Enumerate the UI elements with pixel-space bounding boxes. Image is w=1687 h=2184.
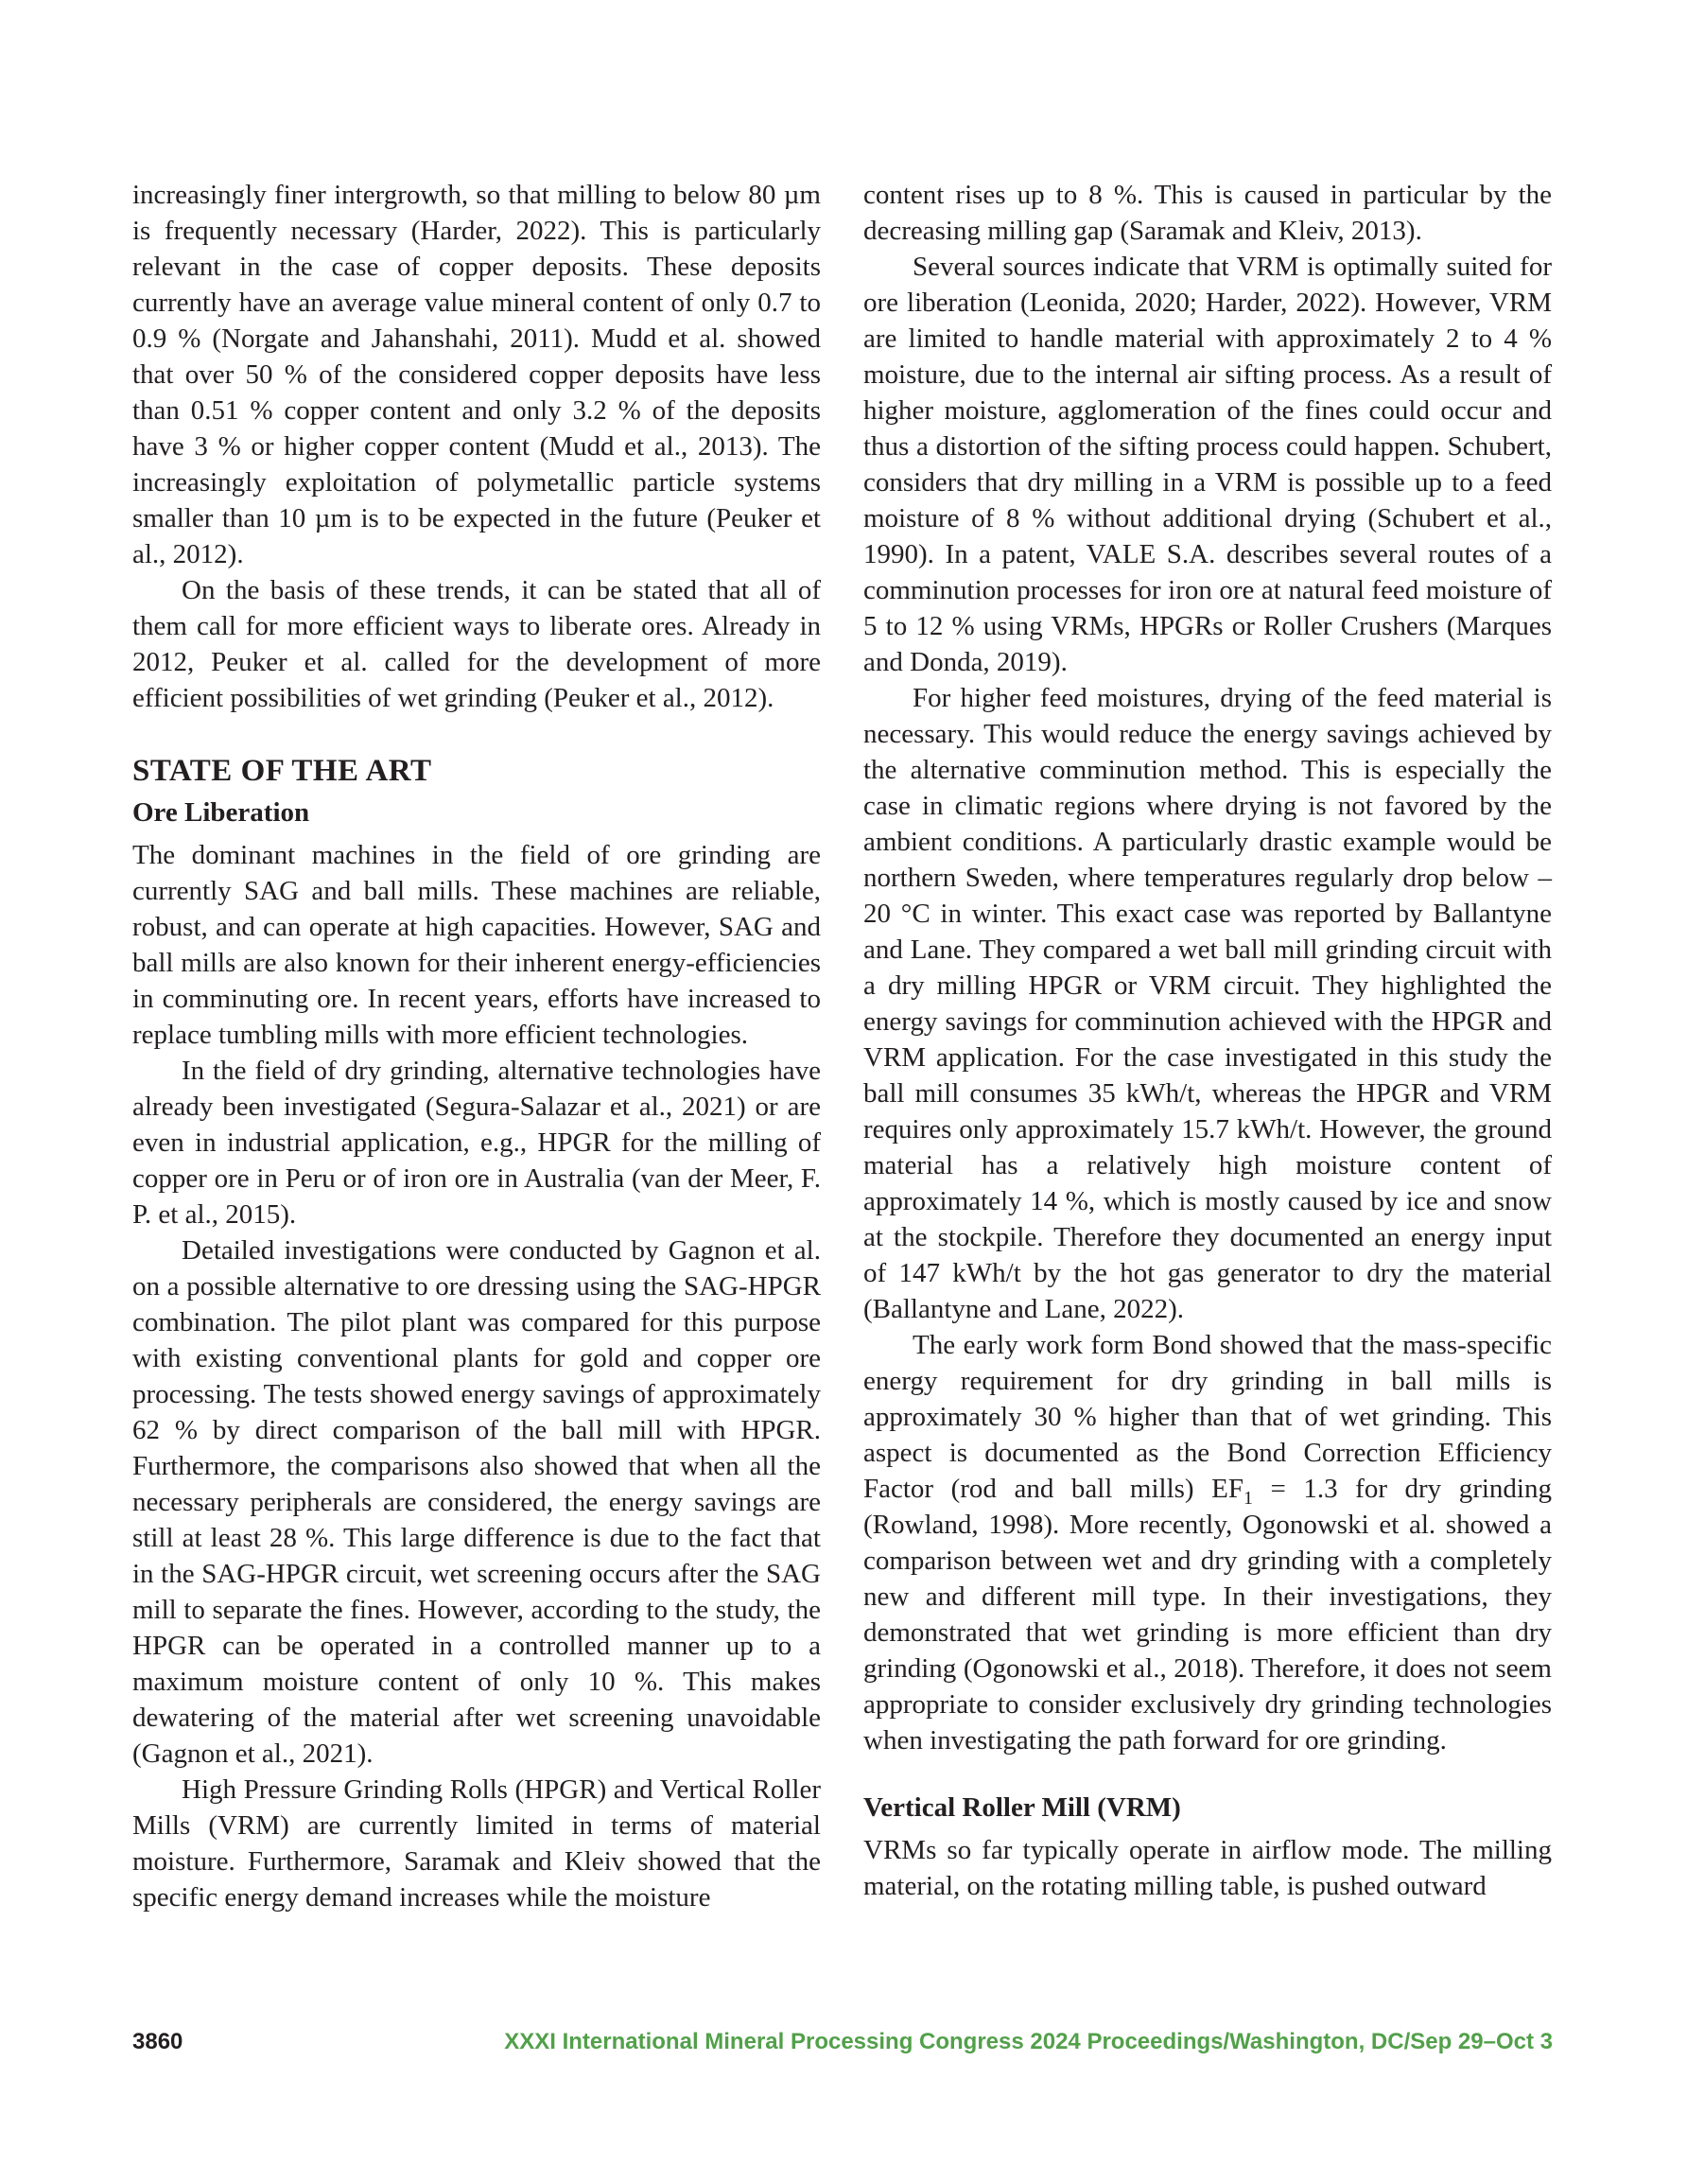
paragraph: High Pressure Grinding Rolls (HPGR) and Vertical Roller Mills (VRM) are currently limited in terms of material moisture. Furthermore, Saramak and Kleiv showed that the specific energy demand increases while the moisture — [132, 1774, 821, 1913]
left-column — [132, 177, 821, 1915]
right-column — [863, 177, 1552, 1904]
subsection-heading: Vertical Roller Mill (VRM) — [863, 1792, 1181, 1823]
paragraph: On the basis of these trends, it can be stated that all of them call for more efficient ways to liberate ores. Already in 2012, Peuker et al. called for the development of more efficient possibilities of wet grinding (Peuker et al., 2012). — [132, 575, 821, 713]
paragraph: Several sources indicate that VRM is optimally suited for ore liberation (Leonida, 2020; Harder, 2022). However, VRM are limited to handle material with approximately 2 to 4 % moisture, due to the internal air sifting process. As a result of higher moisture, agglomeration of the fines could occur and thus a distortion of the sifting process could happen. Schubert, considers that dry milling in a VRM is possible up to a feed moisture of 8 % without additional drying (Schubert et al., 1990). In a patent, VALE S.A. describes several routes of a comminution processes for iron ore at natural feed moisture of 5 to 12 % using VRMs, HPGRs or Roller Crushers (Marques and Donda, 2019). — [863, 252, 1552, 677]
paragraph: For higher feed moistures, drying of the feed material is necessary. This would reduce the energy savings achieved by the alternative comminution method. This is especially the case in climatic regions where drying is not favored by the ambient conditions. A particularly drastic example would be northern Sweden, where temperatures regularly drop below –20 °C in winter. This exact case was reported by Ballantyne and Lane. They compared a wet ball mill grinding circuit with a dry milling HPGR or VRM circuit. They highlighted the energy savings for comminution achieved with the HPGR and VRM application. For the case investigated in this study the ball mill consumes 35 kWh/t, whereas the HPGR and VRM requires only approximately 15.7 kWh/t. However, the ground material has a relatively high moisture content of approximately 14 %, which is mostly caused by ice and snow at the stockpile. Therefore they documented an energy input of 147 kWh/t by the hot gas generator to dry the material (Ballantyne and Lane, 2022). — [863, 683, 1552, 1324]
paragraph-text: The early work form Bond showed that the mass-specific energy requirement for dry grinding in ball mills is approximately 30 % higher than that of wet grinding. This aspect is documented as the Bond Correction Efficiency Factor (rod and ball mills) EF — [863, 1330, 1552, 1504]
paragraph — [863, 1327, 1552, 1758]
paragraph: Detailed investigations were conducted by Gagnon et al. on a possible alternative to ore dressing using the SAG-HPGR combination. The pilot plant was compared for this purpose with existing conventional plants for gold and copper ore processing. The tests showed energy savings of approximately 62 % by direct comparison of the ball mill with HPGR. Furthermore, the comparisons also showed that when all the necessary peripherals are considered, the energy savings are still at least 28 %. This large difference is due to the fact that in the SAG-HPGR circuit, wet screening occurs after the SAG mill to separate the fines. However, according to the study, the HPGR can be operated in a controlled manner up to a maximum moisture content of only 10 %. This makes dewatering of the material after wet screening unavoidable (Gagnon et al., 2021). — [132, 1235, 821, 1769]
paragraph: content rises up to 8 %. This is caused in particular by the decreasing milling gap (Saramak and Kleiv, 2013). — [863, 180, 1552, 246]
paragraph: The dominant machines in the field of ore grinding are currently SAG and ball mills. These machines are reliable, robust, and can operate at high capacities. However, SAG and ball mills are also known for their inherent energy-efficiencies in comminuting ore. In recent years, efforts have increased to replace tumbling mills with more efficient technologies. — [132, 840, 821, 1050]
paragraph: VRMs so far typically operate in airflow mode. The milling material, on the rotating milling table, is pushed outward — [863, 1835, 1552, 1901]
page-footer — [132, 2023, 1553, 2061]
paragraph-text: = 1.3 for dry grinding (Rowland, 1998). More recently, Ogonowski et al. showed a comparison between wet and dry grinding with a completely new and different mill type. In their investigations, they demonstrated that wet grinding is more efficient than dry grinding (Ogonowski et al., 2018). Therefore, it does not seem appropriate to consider exclusively dry grinding technologies when investigating the path forward for ore grinding. — [863, 1474, 1552, 1756]
subsection-heading: Ore Liberation — [132, 797, 310, 828]
paragraph: In the field of dry grinding, alternative technologies have already been investigated (Segura-Salazar et al., 2021) or are even in industrial application, e.g., HPGR for the milling of copper ore in Peru or of iron ore in Australia (van der Meer, F. P. et al., 2015). — [132, 1056, 821, 1230]
paragraph: increasingly finer intergrowth, so that milling to below 80 µm is frequently necessary (Harder, 2022). This is particularly relevant in the case of copper deposits. These deposits currently have an average value mineral content of only 0.7 to 0.9 % (Norgate and Jahanshahi, 2011). Mudd et al. showed that over 50 % of the considered copper deposits have less than 0.51 % copper content and only 3.2 % of the deposits have 3 % or higher copper content (Mudd et al., 2013). The increasingly exploitation of polymetallic particle systems smaller than 10 µm is to be expected in the future (Peuker et al., 2012). — [132, 180, 821, 569]
subscript: 1 — [1243, 1487, 1253, 1509]
conference-title: XXXI International Mineral Processing Congress 2024 Proceedings/Washington, DC/Sep 29–Oct 3 — [504, 2029, 1553, 2054]
section-heading: STATE OF THE ART — [132, 754, 432, 788]
page-number: 3860 — [132, 2029, 183, 2054]
